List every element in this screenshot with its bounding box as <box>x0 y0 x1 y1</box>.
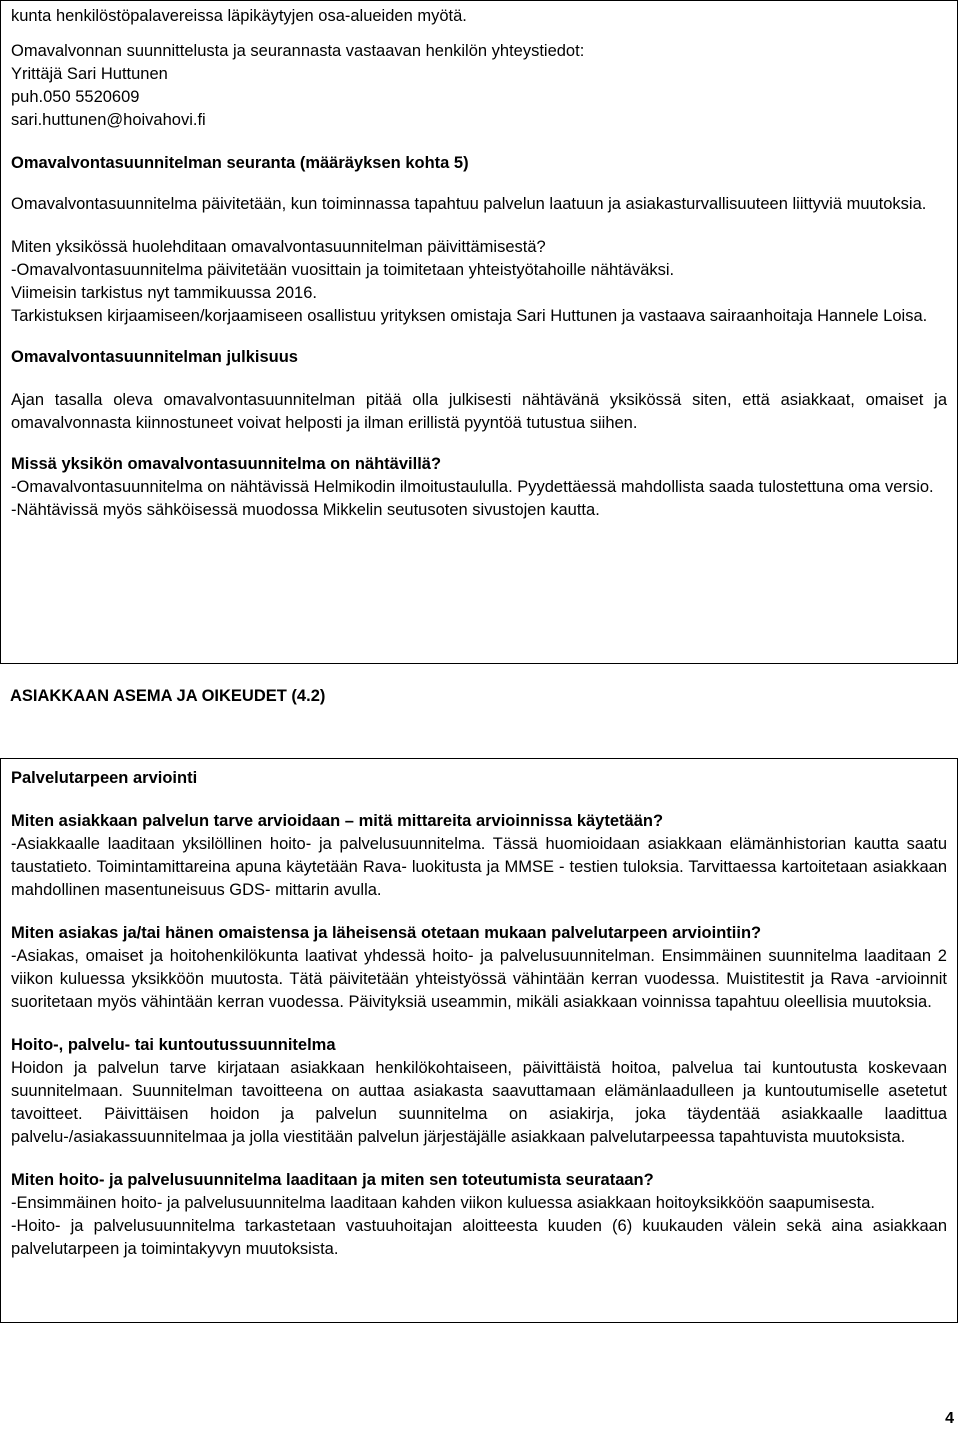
followup-heading: Omavalvontasuunnitelman seuranta (määräyksen kohta 5) <box>11 154 469 172</box>
where-line-2: -Nähtävissä myös sähköisessä muodossa Mikkelin seutusoten sivustojen kautta. <box>11 501 600 519</box>
publicity-heading: Omavalvontasuunnitelman julkisuus <box>11 348 298 366</box>
update-question: Miten yksikössä huolehditaan omavalvontasuunnitelman päivittämisestä? <box>11 238 546 256</box>
where-question: Missä yksikön omavalvontasuunnitelma on nähtävillä? <box>11 455 442 473</box>
answer-2: -Asiakas, omaiset ja hoitohenkilökunta laativat yhdessä hoito- ja palvelusuunnitelman. Ensimmäinen suunnitelma laaditaan 2 viikon kuluessa yksikköön muutosta. Tätä päivitetään yhteistyössä vähintään kerran vuodessa. Muistitestit ja Rava -arvioinnit suoritetaan myös vähintään kerran vuodessa. Päivityksiä useammin, mikäli asiakkaan voinnissa tapahtuu oleellisia muutoksia. <box>11 947 947 1011</box>
needs-assessment-heading: Palvelutarpeen arviointi <box>11 769 198 787</box>
intro-line: kunta henkilöstöpalavereissa läpikäytyjen osa-alueiden myötä. <box>11 7 467 25</box>
contact-name: Yrittäjä Sari Huttunen <box>11 65 168 83</box>
question-2: Miten asiakas ja/tai hänen omaistensa ja läheisensä otetaan mukaan palvelutarpeen arviointiin? <box>11 924 762 942</box>
section-title: ASIAKKAAN ASEMA JA OIKEUDET (4.2) <box>10 687 326 705</box>
update-line-1: -Omavalvontasuunnitelma päivitetään vuosittain ja toimitetaan yhteistyötahoille nähtäväksi. <box>11 261 675 279</box>
question-3: Miten hoito- ja palvelusuunnitelma laaditaan ja miten sen toteutumista seurataan? <box>11 1171 654 1189</box>
answer-3-line-2: -Hoito- ja palvelusuunnitelma tarkastetaan vastuuhoitajan aloitteesta kuuden (6) kuukauden välein sekä aina asiakkaan palvelutarpeen ja toimintakyvyn muutoksista. <box>11 1217 947 1258</box>
contact-email: sari.huttunen@hoivahovi.fi <box>11 111 206 129</box>
needs-assessment-box <box>0 758 958 1323</box>
update-line-2: Viimeisin tarkistus nyt tammikuussa 2016. <box>11 284 317 302</box>
plan-heading: Hoito-, palvelu- tai kuntoutussuunnitelma <box>11 1036 336 1054</box>
contact-phone: puh.050 5520609 <box>11 88 140 106</box>
answer-3-line-1: -Ensimmäinen hoito- ja palvelusuunnitelma laaditaan kahden viikon kuluessa asiakkaan hoitoyksikköön saapumisesta. <box>11 1194 875 1212</box>
followup-text: Omavalvontasuunnitelma päivitetään, kun toiminnassa tapahtuu palvelun laatuun ja asiakasturvallisuuteen liittyviä muutoksia. <box>11 195 927 213</box>
question-1: Miten asiakkaan palvelun tarve arvioidaan – mitä mittareita arvioinnissa käytetään? <box>11 812 664 830</box>
contact-heading: Omavalvonnan suunnittelusta ja seurannasta vastaavan henkilön yhteystiedot: <box>11 42 585 60</box>
where-line-1: -Omavalvontasuunnitelma on nähtävissä Helmikodin ilmoitustaululla. Pyydettäessä mahdollista saada tulostettuna oma versio. <box>11 478 934 496</box>
update-line-3: Tarkistuksen kirjaamiseen/korjaamiseen osallistuu yrityksen omistaja Sari Huttunen ja vastaava sairaanhoitaja Hannele Loisa. <box>11 307 928 325</box>
plan-text: Hoidon ja palvelun tarve kirjataan asiakkaan henkilökohtaiseen, päivittäistä hoitoa, palvelua tai kuntoutusta koskevaan suunnitelmaan. Suunnitelman tavoitteena on auttaa asiakasta saavuttamaan elämänlaadulleen ja kuntoutumiselle asetetut tavoitteet. Päivittäisen hoidon ja palvelun suunnitelma on asiakirja, joka täydentää asiakkaalle laadittua palvelu-/asiakassuunnitelmaa ja jolla viestitään palvelun järjestäjälle asiakkaan palvelutarpeessa tapahtuvista muutoksista. <box>11 1059 947 1146</box>
self-monitoring-box <box>0 0 958 664</box>
publicity-text: Ajan tasalla oleva omavalvontasuunnitelman pitää olla julkisesti nähtävänä yksikössä siten, että asiakkaat, omaiset ja omavalvonnasta kiinnostuneet voivat helposti ja ilman erillistä pyyntöä tutustua siihen. <box>11 391 947 432</box>
page-number: 4 <box>945 1410 954 1427</box>
answer-1: -Asiakkaalle laaditaan yksilöllinen hoito- ja palvelusuunnitelma. Tässä huomioidaan asiakkaan elämänhistorian kautta saatu taustatieto. Toimintamittareina apuna käytetään Rava- luokitusta ja MMSE - testien tuloksia. Tarvittaessa kartoitetaan asiakkaan mahdollinen masentuneisuus GDS- mittarin avulla. <box>11 835 947 899</box>
